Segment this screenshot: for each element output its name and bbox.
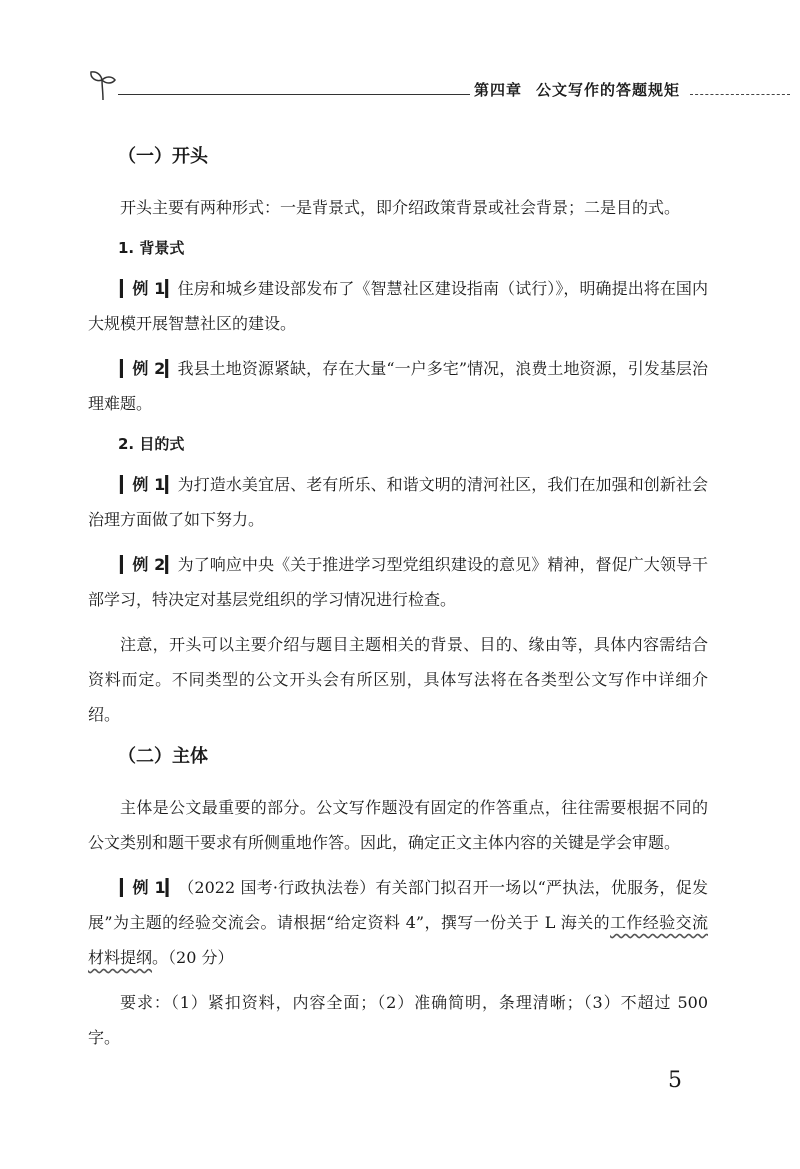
running-header xyxy=(0,60,800,110)
example-paragraph xyxy=(88,271,708,341)
example-tag: ▎ 例 2 ▎ xyxy=(120,555,178,574)
example-tag: ▎ 例 1 ▎ xyxy=(120,878,178,897)
sprout-icon xyxy=(88,68,118,102)
example-tag: ▎ 例 1 ▎ xyxy=(120,475,178,494)
subheading-background: 1. 背景式 xyxy=(118,239,185,257)
opening-note: 注意，开头可以主要介绍与题目主题相关的背景、目的、缘由等，具体内容需结合资料而定。不同类型的公文开头会有所区别，具体写法将在各类型公文写作中详细介绍。 xyxy=(88,635,708,724)
example-text: 为了响应中央《关于推进学习型党组织建设的意见》精神，督促广大领导干部学习，特决定对基层党组织的学习情况进行检查。 xyxy=(88,555,708,609)
example-paragraph xyxy=(88,467,708,537)
example-text: 为打造水美宜居、老有所乐、和谐文明的清河社区，我们在加强和创新社会治理方面做了如下努力。 xyxy=(88,475,708,529)
example-paragraph xyxy=(88,547,708,617)
question-text: （2022 国考·行政执法卷）有关部门拟召开一场以“严执法，优服务，促发展”为主题的经验交流会。请根据“给定资料 4”，撰写一份关于 L 海关的 xyxy=(88,878,708,932)
chapter-title: 公文写作的答题规矩 xyxy=(536,81,681,99)
chapter-label: 第四章 xyxy=(474,81,523,99)
section-heading-body: （二）主体 xyxy=(118,746,208,767)
question-requirements: 要求：（1）紧扣资料，内容全面；（2）准确简明，条理清晰；（3）不超过 500 字。 xyxy=(88,993,708,1047)
running-title xyxy=(474,79,690,100)
header-rule-left xyxy=(118,94,470,95)
subheading-purpose: 2. 目的式 xyxy=(118,435,185,453)
body-intro: 主体是公文最重要的部分。公文写作题没有固定的作答重点，往往需要根据不同的公文类别和题干要求有所侧重地作答。因此，确定正文主体内容的关键是学会审题。 xyxy=(88,798,708,852)
section-heading-opening: （一）开头 xyxy=(118,146,208,167)
question-score: 。（20 分） xyxy=(152,948,234,967)
header-rule-right xyxy=(690,94,790,95)
example-text: 我县土地资源紧缺，存在大量“一户多宅”情况，浪费土地资源，引发基层治理难题。 xyxy=(88,359,708,413)
opening-intro: 开头主要有两种形式：一是背景式，即介绍政策背景或社会背景；二是目的式。 xyxy=(120,198,681,217)
question-emphasis: 工作经验交流材料提纲 xyxy=(88,913,708,967)
example-tag: ▎ 例 1 ▎ xyxy=(120,279,178,298)
page-body xyxy=(88,142,708,1065)
page-number: 5 xyxy=(668,1068,682,1093)
exam-question xyxy=(88,870,708,975)
example-text: 住房和城乡建设部发布了《智慧社区建设指南（试行）》，明确提出将在国内大规模开展智慧社区的建设。 xyxy=(88,279,708,333)
example-paragraph xyxy=(88,351,708,421)
example-tag: ▎ 例 2 ▎ xyxy=(120,359,178,378)
